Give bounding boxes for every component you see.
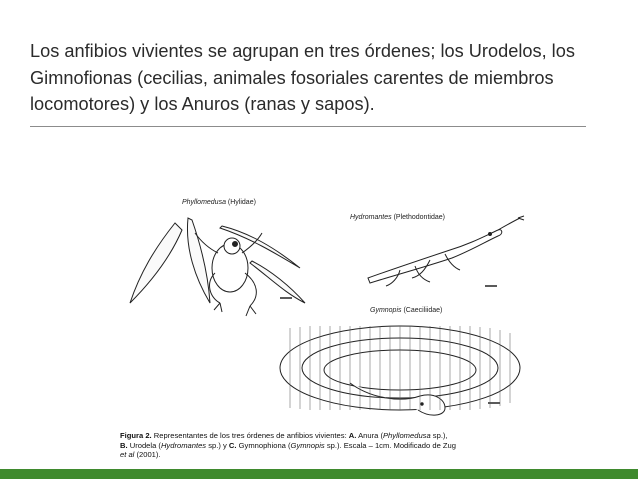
accent-bar: [0, 469, 638, 479]
amphibian-figure: [100, 178, 575, 470]
label-hydromantes: Hydromantes (Plethodontidae): [350, 214, 445, 221]
label-gymnopis: Gymnopis (Caeciliidae): [370, 307, 443, 314]
figure-caption: Figura 2. Representantes de los tres órdenes de anfibios vivientes: A. Anura (Phyllomedusa sp.), B. Urodela (Hydromantes sp.) y C. Gymnophiona (Gymnopis sp.). Escala – 1cm. Modificado de Zug et al (2001).: [120, 431, 456, 460]
divider-line: [30, 126, 586, 127]
slide-paragraph: Los anfibios vivientes se agrupan en tres órdenes; los Urodelos, los Gimnofionas (cecilias, animales fosoriales carentes de miembros locomotores) y los Anuros (ranas y sapos).: [30, 41, 575, 114]
amphibian-illustration: [100, 178, 575, 428]
label-phyllomedusa: Phyllomedusa (Hylidae): [182, 199, 256, 206]
